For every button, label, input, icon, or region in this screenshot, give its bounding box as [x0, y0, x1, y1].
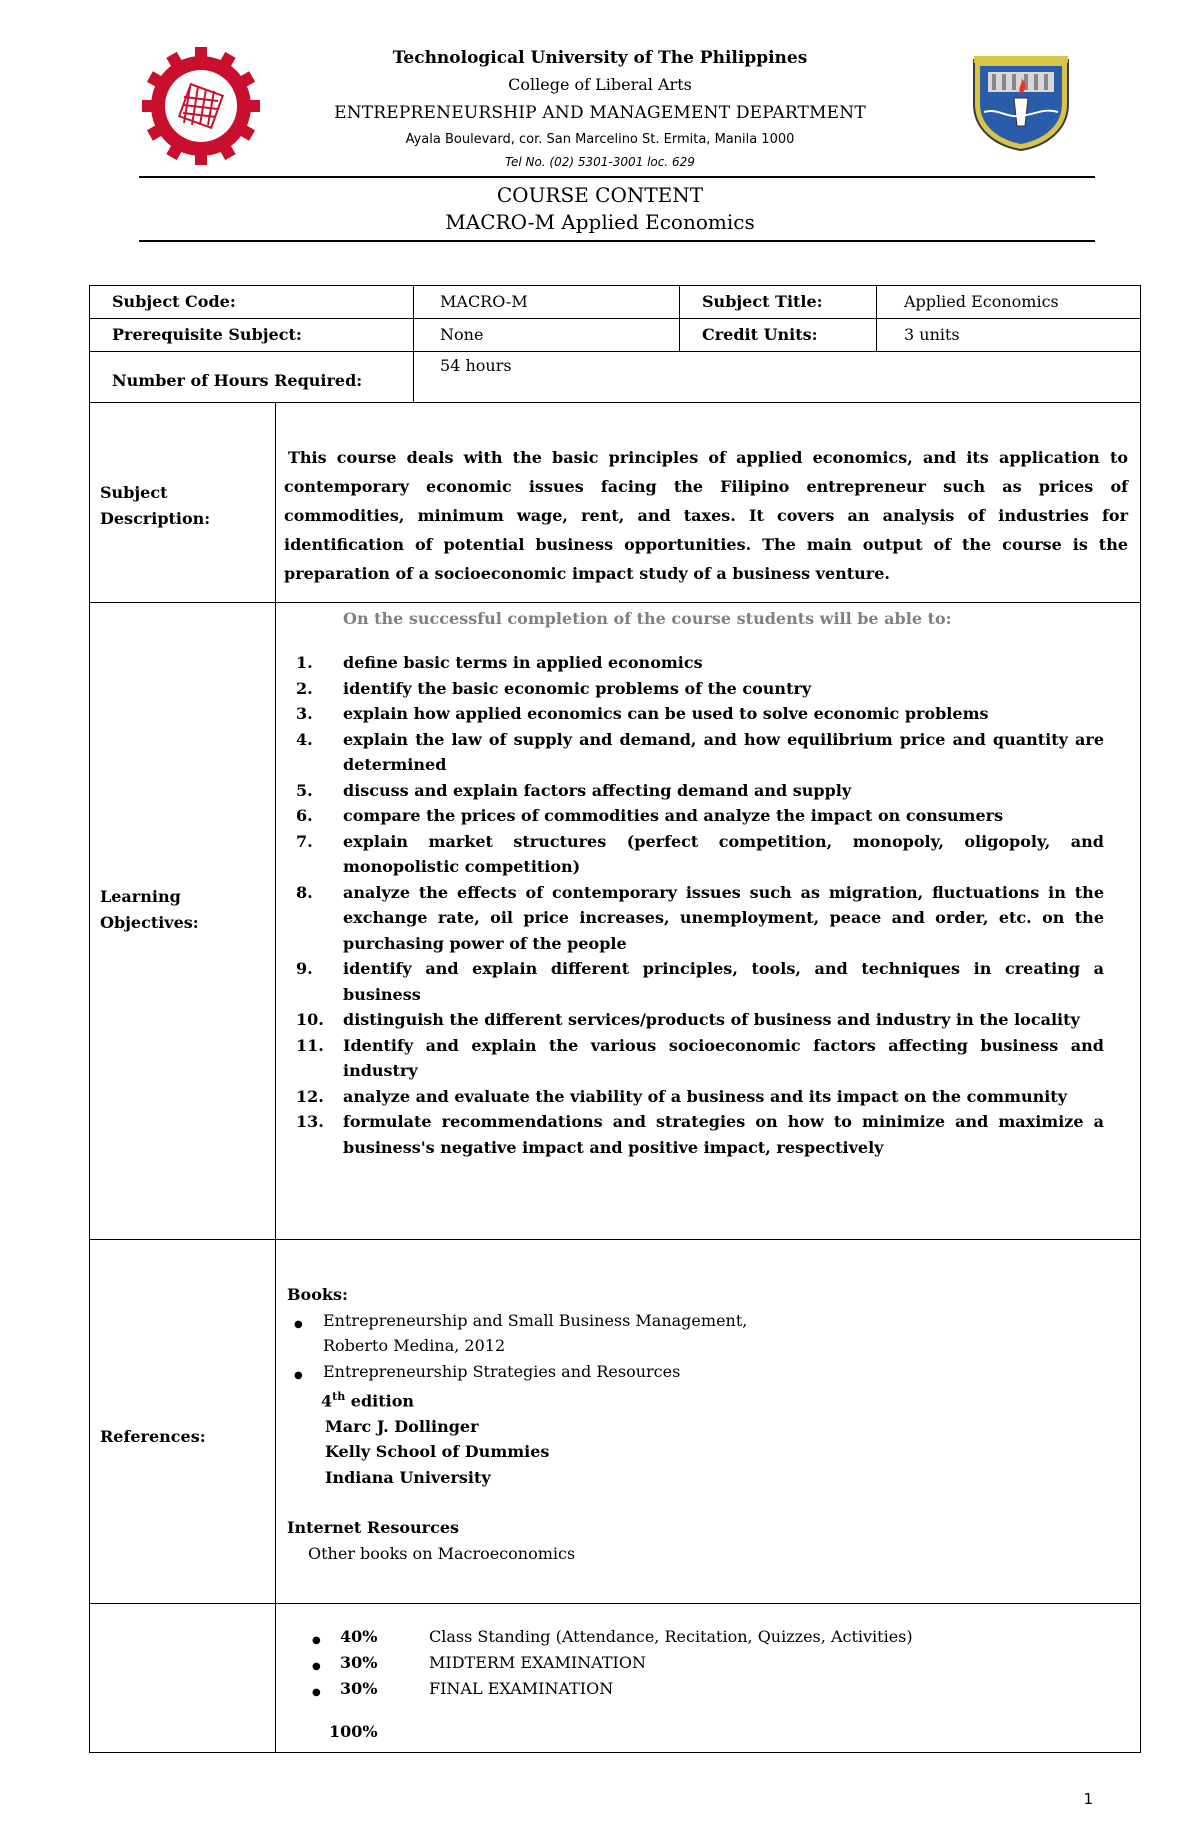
- subject-title-value: Applied Economics: [876, 285, 1141, 319]
- document-title: COURSE CONTENT: [496, 183, 704, 207]
- internet-item: Other books on Macroeconomics: [308, 1543, 576, 1563]
- book2-line4: Indiana University: [325, 1467, 491, 1487]
- credit-units-value: 3 units: [876, 318, 1141, 352]
- prereq-label: Prerequisite Subject:: [89, 318, 414, 352]
- grading-cell: [275, 1603, 1141, 1753]
- grading-label-text: FINAL EXAMINATION: [429, 1679, 614, 1698]
- objective-number: 7.: [296, 831, 313, 851]
- document-subtitle: MACRO-M Applied Economics: [445, 210, 755, 234]
- objective-item: [276, 880, 1104, 957]
- grading-list: [305, 1624, 1140, 1702]
- book1-author: Roberto Medina, 2012: [323, 1336, 506, 1355]
- subject-code-value: MACRO-M: [413, 285, 680, 319]
- objective-number: 11.: [296, 1035, 324, 1055]
- grading-item: [305, 1650, 1140, 1676]
- description-label-line2: Description:: [100, 509, 211, 528]
- book2-edition-num: 4: [321, 1391, 333, 1411]
- objective-text: discuss and explain factors affecting demand and supply: [343, 780, 852, 800]
- objective-item: [276, 701, 1104, 727]
- address: Ayala Boulevard, cor. San Marcelino St. Ermita, Manila 1000: [405, 132, 795, 147]
- objective-text: define basic terms in applied economics: [343, 653, 703, 672]
- references-label: References:: [89, 1239, 276, 1604]
- grading-item: [305, 1676, 1140, 1702]
- grading-label: [89, 1603, 276, 1753]
- objective-item: [276, 1109, 1104, 1160]
- objective-number: 4.: [296, 729, 313, 749]
- header-divider-bottom: [139, 240, 1095, 242]
- objectives-label-line1: Learning: [100, 887, 181, 906]
- credit-units-label: Credit Units:: [679, 318, 877, 352]
- book2-edition-word: edition: [345, 1391, 415, 1411]
- objective-number: 6.: [296, 806, 313, 825]
- grading-label-text: MIDTERM EXAMINATION: [429, 1653, 646, 1672]
- grading-percent: 30%: [340, 1653, 378, 1672]
- objective-item: [276, 650, 1104, 676]
- objective-number: 9.: [296, 959, 313, 978]
- objective-text: identify and explain different principles, tools, and techniques in creating a business: [343, 959, 1104, 1004]
- references-cell: [275, 1239, 1141, 1604]
- objective-text: explain how applied economics can be used to solve economic problems: [343, 704, 989, 723]
- objectives-cell: [275, 602, 1141, 1240]
- hours-value: 54 hours: [413, 351, 1141, 403]
- objective-text: explain the law of supply and demand, and how equilibrium price and quantity are determined: [343, 729, 1104, 774]
- description-label-line1: Subject: [100, 483, 168, 502]
- books-list: [287, 1308, 1140, 1491]
- objective-item: [276, 1084, 1104, 1110]
- grading-label-text: Class Standing (Attendance, Recitation, Quizzes, Activities): [429, 1627, 913, 1646]
- objective-item: [276, 727, 1104, 778]
- objectives-label-line2: Objectives:: [100, 913, 199, 932]
- college-name: College of Liberal Arts: [508, 75, 692, 94]
- objective-text: analyze the effects of contemporary issues such as migration, fluctuations in the exchange rate, oil price increases, unemployment, peace and order, etc. on the purchasing power of the people: [343, 882, 1104, 953]
- subject-title-label: Subject Title:: [679, 285, 877, 319]
- objective-number: 8.: [296, 882, 313, 902]
- prereq-value: None: [413, 318, 680, 352]
- objective-number: 5.: [296, 780, 313, 800]
- objectives-label: [89, 602, 276, 1240]
- objective-text: analyze and evaluate the viability of a business and its impact on the community: [343, 1086, 1067, 1106]
- description-cell: [275, 402, 1141, 603]
- book2-line3: Kelly School of Dummies: [325, 1442, 550, 1462]
- telephone: Tel No. (02) 5301-3001 loc. 629: [505, 155, 695, 169]
- objective-number: 12.: [296, 1086, 324, 1106]
- book1-title: ● Entrepreneurship and Small Business Management,: [323, 1310, 748, 1330]
- grading-percent: 40%: [340, 1627, 378, 1646]
- objective-item: [276, 829, 1104, 880]
- objective-number: 13.: [296, 1112, 324, 1131]
- objective-item: [276, 1007, 1104, 1033]
- subject-code-label: Subject Code:: [89, 285, 414, 319]
- book-item: [287, 1359, 1140, 1491]
- objective-text: distinguish the different services/products of business and industry in the locality: [343, 1010, 1080, 1029]
- objective-number: 1.: [296, 653, 313, 672]
- objective-text: Identify and explain the various socioeconomic factors affecting business and industry: [343, 1035, 1104, 1080]
- department-name: ENTREPRENEURSHIP AND MANAGEMENT DEPARTMENT: [334, 103, 866, 123]
- hours-label: Number of Hours Required:: [89, 351, 414, 403]
- description-label: [89, 402, 276, 603]
- grading-percent: 30%: [340, 1679, 378, 1698]
- internet-heading: Internet Resources: [287, 1518, 460, 1538]
- book2-edition-sup: th: [332, 1390, 346, 1403]
- objective-item: [276, 778, 1104, 804]
- university-name: Technological University of The Philippines: [392, 48, 808, 68]
- objective-text: explain market structures (perfect competition, monopoly, oligopoly, and monopolistic competition): [343, 831, 1104, 876]
- page-number: 1: [1083, 1790, 1093, 1808]
- books-heading: Books:: [287, 1285, 348, 1304]
- book2-edition: [321, 1384, 1140, 1414]
- objective-text: compare the prices of commodities and analyze the impact on consumers: [343, 806, 1004, 825]
- book-item: [287, 1308, 1140, 1359]
- objective-number: 2.: [296, 678, 313, 698]
- book2-title: ● Entrepreneurship Strategies and Resources: [323, 1361, 681, 1381]
- objective-item: [276, 676, 1104, 702]
- objective-text: formulate recommendations and strategies on how to minimize and maximize a business's negative impact and positive impact, respectively: [343, 1112, 1104, 1157]
- objective-number: 3.: [296, 704, 313, 723]
- header-divider-top: [139, 176, 1095, 178]
- grading-total: 100%: [329, 1722, 378, 1741]
- objective-item: [276, 956, 1104, 1007]
- objective-text: identify the basic economic problems of the country: [343, 678, 812, 698]
- grading-item: [305, 1624, 1140, 1650]
- book2-author: Marc J. Dollinger: [325, 1416, 479, 1436]
- objectives-intro: On the successful completion of the course students will be able to:: [343, 609, 952, 628]
- description-text: This course deals with the basic principles of applied economics, and its application to contemporary economic issues facing the Filipino entrepreneur such as prices of commodities, minimum wage, rent, and taxes. It covers an analysis of industries for identification of potential business opportunities. The main output of the course is the preparation of a socioeconomic impact study of a business venture.: [284, 448, 1128, 583]
- objective-item: [276, 803, 1104, 829]
- objectives-list: [276, 650, 1104, 1160]
- objective-item: [276, 1033, 1104, 1084]
- objective-number: 10.: [296, 1010, 324, 1029]
